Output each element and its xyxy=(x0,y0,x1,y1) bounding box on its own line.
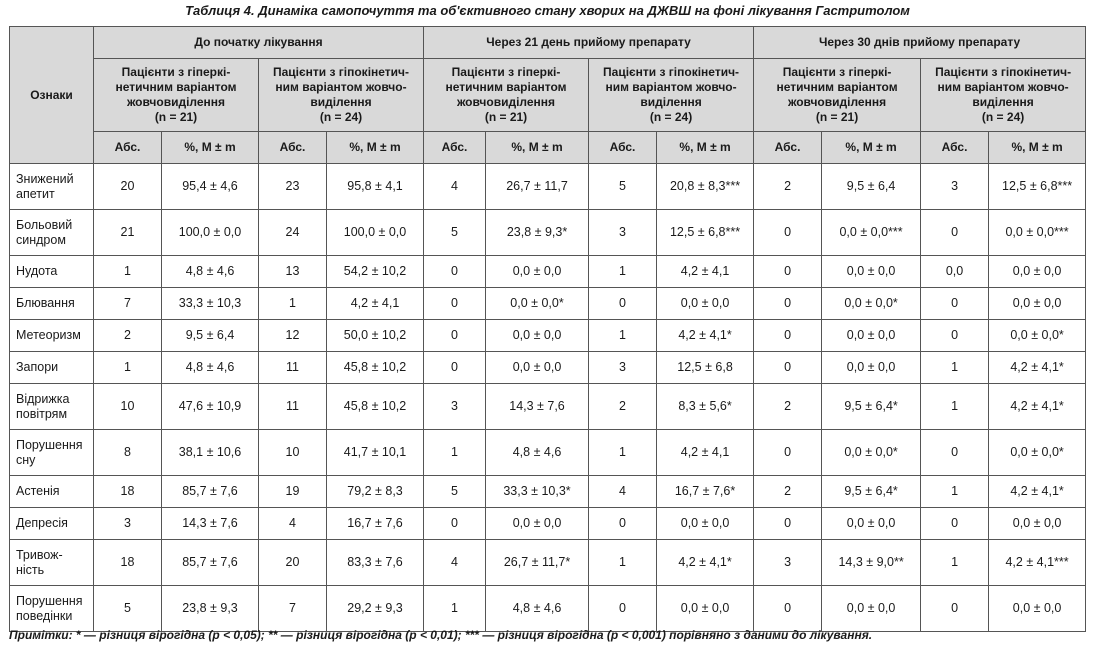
cell-percent: 41,7 ± 10,1 xyxy=(327,430,424,476)
table-row xyxy=(10,320,1086,352)
cell-abs: 8 xyxy=(94,430,162,476)
header-group-line: Пацієнти з гіперкі- xyxy=(121,65,231,79)
cell-abs: 0 xyxy=(921,288,989,320)
table-row xyxy=(10,476,1086,508)
table-row xyxy=(10,430,1086,476)
header-group-line: (n = 24) xyxy=(649,110,693,124)
cell-abs: 2 xyxy=(589,384,657,430)
cell-percent: 45,8 ± 10,2 xyxy=(327,352,424,384)
row-sign-line: Тривож- xyxy=(16,547,63,562)
cell-abs: 0 xyxy=(589,508,657,540)
cell-percent: 12,5 ± 6,8*** xyxy=(657,210,754,256)
header-abs: Абс. xyxy=(589,132,657,164)
cell-abs: 4 xyxy=(259,508,327,540)
header-group-line: Пацієнти з гіпокінетич- xyxy=(603,65,740,79)
cell-percent: 79,2 ± 8,3 xyxy=(327,476,424,508)
row-sign-label xyxy=(10,352,94,384)
cell-percent: 0,0 ± 0,0* xyxy=(989,320,1086,352)
cell-abs: 5 xyxy=(424,476,486,508)
table-row xyxy=(10,164,1086,210)
cell-abs: 1 xyxy=(589,430,657,476)
row-sign-label xyxy=(10,476,94,508)
header-group-line: Пацієнти з гіперкі- xyxy=(451,65,561,79)
cell-abs: 1 xyxy=(424,430,486,476)
cell-percent: 8,3 ± 5,6* xyxy=(657,384,754,430)
row-sign-line: Порушення xyxy=(16,437,83,452)
table-row xyxy=(10,256,1086,288)
cell-abs: 0 xyxy=(424,352,486,384)
cell-abs: 1 xyxy=(94,256,162,288)
cell-abs: 1 xyxy=(921,540,989,586)
cell-abs: 0 xyxy=(921,508,989,540)
cell-abs: 1 xyxy=(921,384,989,430)
cell-abs: 4 xyxy=(424,164,486,210)
cell-abs: 20 xyxy=(94,164,162,210)
cell-abs: 0 xyxy=(754,256,822,288)
cell-percent: 16,7 ± 7,6 xyxy=(327,508,424,540)
row-sign-label xyxy=(10,430,94,476)
header-group-line: виділення xyxy=(972,95,1034,109)
cell-percent: 14,3 ± 9,0** xyxy=(822,540,921,586)
header-group-hyperkinetic xyxy=(94,59,259,132)
header-group-line: (n = 21) xyxy=(484,110,528,124)
header-abs: Абс. xyxy=(424,132,486,164)
cell-percent: 0,0 ± 0,0 xyxy=(989,508,1086,540)
cell-abs: 0 xyxy=(589,586,657,632)
header-abs: Абс. xyxy=(754,132,822,164)
cell-percent: 33,3 ± 10,3 xyxy=(162,288,259,320)
cell-abs: 0 xyxy=(754,586,822,632)
cell-percent: 0,0 ± 0,0 xyxy=(822,256,921,288)
cell-percent: 0,0 ± 0,0 xyxy=(657,288,754,320)
cell-percent: 0,0 ± 0,0* xyxy=(822,288,921,320)
cell-abs: 0 xyxy=(589,288,657,320)
row-sign-line: апетит xyxy=(16,186,55,201)
cell-abs: 10 xyxy=(94,384,162,430)
table-row xyxy=(10,384,1086,430)
cell-percent: 0,0 ± 0,0* xyxy=(822,430,921,476)
header-group-line: виділення xyxy=(310,95,372,109)
cell-abs: 0 xyxy=(424,288,486,320)
cell-percent: 83,3 ± 7,6 xyxy=(327,540,424,586)
cell-percent: 0,0 ± 0,0 xyxy=(486,320,589,352)
cell-percent: 4,2 ± 4,1*** xyxy=(989,540,1086,586)
cell-percent: 4,2 ± 4,1* xyxy=(657,540,754,586)
cell-percent: 100,0 ± 0,0 xyxy=(327,210,424,256)
row-sign-line: Порушення xyxy=(16,593,83,608)
cell-percent: 26,7 ± 11,7 xyxy=(486,164,589,210)
header-abs: Абс. xyxy=(921,132,989,164)
cell-abs: 0 xyxy=(921,320,989,352)
header-group-line: (n = 24) xyxy=(981,110,1025,124)
header-percent: %, M ± m xyxy=(327,132,424,164)
table-row xyxy=(10,352,1086,384)
table-header xyxy=(10,27,1086,164)
header-group-hypokinetic xyxy=(921,59,1086,132)
row-sign-label xyxy=(10,586,94,632)
cell-abs: 1 xyxy=(921,352,989,384)
header-group-line: (n = 21) xyxy=(815,110,859,124)
row-sign-label xyxy=(10,320,94,352)
cell-abs: 20 xyxy=(259,540,327,586)
row-sign-line: Знижений xyxy=(16,171,74,186)
row-sign-line: синдром xyxy=(16,232,66,247)
row-sign-line: Запори xyxy=(16,360,59,374)
cell-abs: 0 xyxy=(754,210,822,256)
cell-abs: 0 xyxy=(921,210,989,256)
cell-abs: 1 xyxy=(589,320,657,352)
header-group-line: нетичним варіантом xyxy=(445,80,567,94)
table-row xyxy=(10,288,1086,320)
cell-abs: 0 xyxy=(424,256,486,288)
header-period-21-days: Через 21 день прийому препарату xyxy=(424,27,754,59)
cell-abs: 3 xyxy=(424,384,486,430)
header-group-line: ним варіантом жовчо- xyxy=(937,80,1069,94)
header-group-line: нетичним варіантом xyxy=(115,80,237,94)
cell-abs: 13 xyxy=(259,256,327,288)
row-sign-line: поведінки xyxy=(16,608,73,623)
cell-abs: 1 xyxy=(259,288,327,320)
cell-percent: 50,0 ± 10,2 xyxy=(327,320,424,352)
row-sign-label xyxy=(10,540,94,586)
table-row xyxy=(10,540,1086,586)
header-group-line: ним варіантом жовчо- xyxy=(275,80,407,94)
cell-percent: 23,8 ± 9,3 xyxy=(162,586,259,632)
cell-percent: 0,0 ± 0,0 xyxy=(989,586,1086,632)
cell-abs: 3 xyxy=(921,164,989,210)
cell-abs: 0 xyxy=(754,508,822,540)
cell-abs: 12 xyxy=(259,320,327,352)
row-sign-line: Больовий xyxy=(16,217,73,232)
cell-abs: 2 xyxy=(754,476,822,508)
cell-percent: 4,8 ± 4,6 xyxy=(486,586,589,632)
cell-percent: 0,0 ± 0,0 xyxy=(486,256,589,288)
row-sign-label xyxy=(10,256,94,288)
cell-percent: 4,2 ± 4,1 xyxy=(657,430,754,476)
cell-percent: 26,7 ± 11,7* xyxy=(486,540,589,586)
row-sign-line: Метеоризм xyxy=(16,328,81,342)
cell-percent: 4,8 ± 4,6 xyxy=(162,352,259,384)
cell-percent: 0,0 ± 0,0* xyxy=(486,288,589,320)
cell-abs: 3 xyxy=(94,508,162,540)
cell-percent: 20,8 ± 8,3*** xyxy=(657,164,754,210)
table-row xyxy=(10,508,1086,540)
header-percent: %, M ± m xyxy=(657,132,754,164)
cell-percent: 9,5 ± 6,4* xyxy=(822,384,921,430)
cell-percent: 0,0 ± 0,0 xyxy=(657,586,754,632)
header-group-line: Пацієнти з гіпокінетич- xyxy=(273,65,410,79)
cell-percent: 85,7 ± 7,6 xyxy=(162,540,259,586)
cell-percent: 85,7 ± 7,6 xyxy=(162,476,259,508)
cell-abs: 4 xyxy=(589,476,657,508)
header-group-line: жовчовиділення xyxy=(456,95,556,109)
header-group-hyperkinetic xyxy=(754,59,921,132)
header-group-line: (n = 24) xyxy=(319,110,363,124)
cell-percent: 14,3 ± 7,6 xyxy=(486,384,589,430)
cell-percent: 0,0 ± 0,0* xyxy=(989,430,1086,476)
cell-percent: 0,0 ± 0,0 xyxy=(486,508,589,540)
cell-percent: 9,5 ± 6,4 xyxy=(162,320,259,352)
cell-abs: 18 xyxy=(94,540,162,586)
cell-percent: 16,7 ± 7,6* xyxy=(657,476,754,508)
cell-abs: 23 xyxy=(259,164,327,210)
header-group-line: жовчовиділення xyxy=(126,95,226,109)
table-row xyxy=(10,586,1086,632)
row-sign-line: Астенія xyxy=(16,484,60,498)
cell-percent: 12,5 ± 6,8 xyxy=(657,352,754,384)
row-sign-label xyxy=(10,508,94,540)
cell-abs: 0 xyxy=(754,288,822,320)
row-sign-line: Відрижка xyxy=(16,391,70,406)
cell-percent: 4,8 ± 4,6 xyxy=(162,256,259,288)
header-group-hyperkinetic xyxy=(424,59,589,132)
header-percent: %, M ± m xyxy=(486,132,589,164)
cell-abs: 7 xyxy=(94,288,162,320)
cell-percent: 4,2 ± 4,1* xyxy=(989,352,1086,384)
cell-percent: 0,0 ± 0,0 xyxy=(657,508,754,540)
cell-abs: 2 xyxy=(754,164,822,210)
cell-percent: 4,2 ± 4,1 xyxy=(657,256,754,288)
cell-percent: 14,3 ± 7,6 xyxy=(162,508,259,540)
cell-percent: 4,2 ± 4,1 xyxy=(327,288,424,320)
row-sign-label xyxy=(10,164,94,210)
header-group-line: виділення xyxy=(640,95,702,109)
cell-abs: 1 xyxy=(424,586,486,632)
cell-abs: 3 xyxy=(754,540,822,586)
footnote: Примітки: * — різниця вірогідна (p < 0,05); ** — різниця вірогідна (p < 0,01); *** — різниця вірогідна (p < 0,001) порівняно з даними до лікування. xyxy=(9,628,873,642)
cell-percent: 45,8 ± 10,2 xyxy=(327,384,424,430)
row-sign-line: Нудота xyxy=(16,264,58,278)
cell-abs: 2 xyxy=(754,384,822,430)
header-sign: Ознаки xyxy=(10,27,94,164)
cell-abs: 0,0 xyxy=(921,256,989,288)
row-sign-line: повітрям xyxy=(16,406,68,421)
header-group-line: Пацієнти з гіперкі- xyxy=(782,65,892,79)
cell-percent: 0,0 ± 0,0 xyxy=(486,352,589,384)
cell-percent: 4,8 ± 4,6 xyxy=(486,430,589,476)
cell-percent: 4,2 ± 4,1* xyxy=(989,476,1086,508)
cell-percent: 29,2 ± 9,3 xyxy=(327,586,424,632)
header-group-line: ним варіантом жовчо- xyxy=(605,80,737,94)
cell-abs: 10 xyxy=(259,430,327,476)
cell-percent: 0,0 ± 0,0*** xyxy=(989,210,1086,256)
header-group-hypokinetic xyxy=(589,59,754,132)
cell-percent: 12,5 ± 6,8*** xyxy=(989,164,1086,210)
header-group-line: нетичним варіантом xyxy=(776,80,898,94)
cell-percent: 23,8 ± 9,3* xyxy=(486,210,589,256)
cell-percent: 0,0 ± 0,0 xyxy=(822,352,921,384)
cell-abs: 2 xyxy=(94,320,162,352)
header-abs: Абс. xyxy=(259,132,327,164)
row-sign-line: ність xyxy=(16,562,45,577)
cell-abs: 4 xyxy=(424,540,486,586)
row-sign-label xyxy=(10,384,94,430)
cell-abs: 5 xyxy=(589,164,657,210)
cell-percent: 0,0 ± 0,0 xyxy=(822,320,921,352)
cell-percent: 0,0 ± 0,0*** xyxy=(822,210,921,256)
header-percent: %, M ± m xyxy=(822,132,921,164)
table-caption: Таблиця 4. Динаміка самопочуття та об'єктивного стану хворих на ДЖВШ на фоні лікування Гастритолом xyxy=(185,3,910,18)
cell-abs: 11 xyxy=(259,352,327,384)
row-sign-line: Депресія xyxy=(16,516,68,530)
cell-abs: 0 xyxy=(424,508,486,540)
cell-percent: 0,0 ± 0,0 xyxy=(989,256,1086,288)
cell-abs: 0 xyxy=(921,430,989,476)
cell-abs: 5 xyxy=(424,210,486,256)
cell-percent: 95,8 ± 4,1 xyxy=(327,164,424,210)
cell-abs: 11 xyxy=(259,384,327,430)
cell-abs: 18 xyxy=(94,476,162,508)
row-sign-line: Блювання xyxy=(16,296,75,310)
cell-abs: 0 xyxy=(921,586,989,632)
cell-abs: 1 xyxy=(589,540,657,586)
cell-percent: 95,4 ± 4,6 xyxy=(162,164,259,210)
cell-abs: 1 xyxy=(94,352,162,384)
cell-abs: 3 xyxy=(589,210,657,256)
cell-percent: 9,5 ± 6,4* xyxy=(822,476,921,508)
header-group-line: Пацієнти з гіпокінетич- xyxy=(935,65,1072,79)
cell-abs: 5 xyxy=(94,586,162,632)
cell-abs: 3 xyxy=(589,352,657,384)
header-period-30-days: Через 30 днів прийому препарату xyxy=(754,27,1086,59)
header-percent: %, M ± m xyxy=(989,132,1086,164)
cell-abs: 0 xyxy=(754,430,822,476)
cell-abs: 0 xyxy=(754,320,822,352)
cell-abs: 1 xyxy=(589,256,657,288)
header-group-line: (n = 21) xyxy=(154,110,198,124)
cell-percent: 4,2 ± 4,1* xyxy=(657,320,754,352)
table-body xyxy=(10,164,1086,632)
cell-percent: 54,2 ± 10,2 xyxy=(327,256,424,288)
header-period-before: До початку лікування xyxy=(94,27,424,59)
cell-percent: 0,0 ± 0,0 xyxy=(822,586,921,632)
cell-abs: 0 xyxy=(754,352,822,384)
cell-percent: 9,5 ± 6,4 xyxy=(822,164,921,210)
cell-abs: 7 xyxy=(259,586,327,632)
cell-abs: 21 xyxy=(94,210,162,256)
header-percent: %, M ± m xyxy=(162,132,259,164)
header-group-hypokinetic xyxy=(259,59,424,132)
cell-percent: 0,0 ± 0,0 xyxy=(822,508,921,540)
cell-percent: 47,6 ± 10,9 xyxy=(162,384,259,430)
cell-abs: 24 xyxy=(259,210,327,256)
header-group-line: жовчовиділення xyxy=(788,95,887,109)
header-abs: Абс. xyxy=(94,132,162,164)
cell-percent: 0,0 ± 0,0 xyxy=(989,288,1086,320)
cell-abs: 19 xyxy=(259,476,327,508)
table-row xyxy=(10,210,1086,256)
cell-abs: 1 xyxy=(921,476,989,508)
row-sign-line: сну xyxy=(16,452,36,467)
data-table xyxy=(9,26,1086,632)
row-sign-label xyxy=(10,210,94,256)
row-sign-label xyxy=(10,288,94,320)
cell-abs: 0 xyxy=(424,320,486,352)
cell-percent: 4,2 ± 4,1* xyxy=(989,384,1086,430)
cell-percent: 38,1 ± 10,6 xyxy=(162,430,259,476)
cell-percent: 100,0 ± 0,0 xyxy=(162,210,259,256)
cell-percent: 33,3 ± 10,3* xyxy=(486,476,589,508)
